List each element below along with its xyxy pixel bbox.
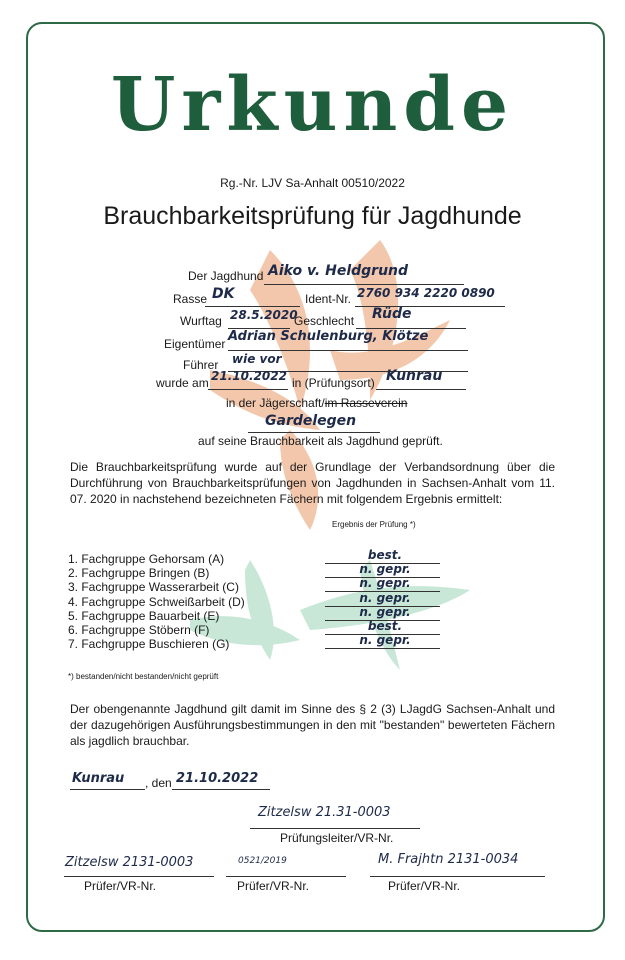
jaegerschaft-line <box>248 432 380 433</box>
pruefer3-signature: M. Frajhtn 2131-0034 <box>378 852 519 867</box>
leiter-signature: Zitzelsw 21.31-0003 <box>258 805 391 820</box>
fachgruppe-result: n. gepr. <box>359 633 411 648</box>
certificate-heading: Brauchbarkeitsprüfung für Jagdhunde <box>103 202 522 230</box>
wurde-line <box>208 389 288 390</box>
date-label: , den <box>145 776 172 790</box>
pruefer2-signature: 0521/2019 <box>238 856 287 866</box>
closing-paragraph: Der obengenannte Jagdhund gilt damit im Sinne des § 2 (3) LJagdG Sachsen-Anhalt und der dazugehörigen Ausführungsbestimmungen in den mit "bestanden" bewerteten Fächern als jagdlich brauchbar. <box>70 702 555 748</box>
footnote: *) bestanden/nicht bestanden/nicht geprüft <box>68 672 219 681</box>
wurftag-value: 28.5.2020 <box>230 308 298 322</box>
date-line <box>172 789 270 790</box>
wurde-label: wurde am <box>156 376 209 390</box>
place-line <box>70 789 145 790</box>
fuehrer-label: Führer <box>183 358 219 372</box>
date-value: 21.10.2022 <box>176 771 259 786</box>
geprueft-text: auf seine Brauchbarkeit als Jagdhund geprüft. <box>198 434 443 448</box>
fachgruppe-result-line <box>325 648 440 649</box>
leiter-label: Prüfungsleiter/VR-Nr. <box>280 831 394 845</box>
pruefer2-label: Prüfer/VR-Nr. <box>237 879 310 893</box>
rasseverein-struck: im Rasseverein <box>324 396 408 410</box>
pruefer3-line <box>370 876 545 877</box>
registration-number: Rg.-Nr. LJV Sa-Anhalt 00510/2022 <box>220 176 405 190</box>
results-header: Ergebnis der Prüfung *) <box>332 520 416 529</box>
eigentuemer-label: Eigentümer <box>164 337 226 351</box>
jaegerschaft-label: in der Jägerschaft/im Rasseverein <box>226 396 408 410</box>
jagdhund-line <box>264 284 464 285</box>
certificate-title: Urkunde <box>110 62 515 148</box>
leiter-line <box>250 828 420 829</box>
fachgruppe-result: n. gepr. <box>359 562 411 577</box>
rasse-value: DK <box>212 286 235 302</box>
fachgruppe-result: best. <box>367 548 403 562</box>
fachgruppe-label: 4. Fachgruppe Schweißarbeit (D) <box>68 594 245 609</box>
rasse-label: Rasse <box>173 292 208 306</box>
geschlecht-label: Geschlecht <box>294 314 355 328</box>
fachgruppe-label: 3. Fachgruppe Wasserarbeit (C) <box>68 580 239 595</box>
fachgruppe-result: n. gepr. <box>359 590 411 605</box>
wurftag-label: Wurftag <box>180 314 222 328</box>
pruefungsort-value: Kunrau <box>386 368 443 384</box>
fachgruppe-result: n. gepr. <box>359 576 411 591</box>
fachgruppe-label: 1. Fachgruppe Gehorsam (A) <box>68 552 225 566</box>
fachgruppe-label: 7. Fachgruppe Buschieren (G) <box>68 637 230 652</box>
ident-label: Ident-Nr. <box>305 292 352 306</box>
fachgruppe-label: 2. Fachgruppe Bringen (B) <box>68 566 210 581</box>
place-value: Kunrau <box>72 771 125 786</box>
fuehrer-value: wie vor <box>232 352 282 366</box>
pruefer1-signature: Zitzelsw 2131-0003 <box>65 855 194 870</box>
fachgruppe-result: n. gepr. <box>359 604 411 619</box>
fachgruppe-label: 6. Fachgruppe Stöbern (F) <box>68 623 210 637</box>
jaegerschaft-value: Gardelegen <box>265 413 357 429</box>
eigentuemer-value: Adrian Schulenburg, Klötze <box>228 329 429 344</box>
pruefer2-line <box>226 876 346 877</box>
pruefungsort-line <box>376 389 466 390</box>
wurde-value: 21.10.2022 <box>211 369 287 383</box>
jagdhund-value: Aiko v. Heldgrund <box>268 263 409 279</box>
intro-paragraph: Die Brauchbarkeitsprüfung wurde auf der Grundlage der Verbandsordnung über die Durchführung von Brauchbarkeitsprüfungen von Jagdhunden in Sachsen-Anhalt vom 11. 07. 2020 in nachstehend bezeichneten Fächern mit folgendem Ergebnis ermittelt: <box>70 460 555 506</box>
jagdhund-label: Der Jagdhund <box>188 269 264 283</box>
pruefer1-line <box>64 876 214 877</box>
fachgruppe-label: 5. Fachgruppe Bauarbeit (E) <box>68 608 220 623</box>
fachgruppe-result: best. <box>367 619 403 633</box>
rasse-line <box>205 306 300 307</box>
ident-value: 2760 934 2220 0890 <box>357 286 495 300</box>
geschlecht-value: Rüde <box>372 306 412 322</box>
pruefer3-label: Prüfer/VR-Nr. <box>388 879 461 893</box>
pruefer1-label: Prüfer/VR-Nr. <box>84 879 157 893</box>
pruefungsort-label: in (Prüfungsort) <box>292 376 375 390</box>
eigentuemer-line <box>228 350 468 351</box>
